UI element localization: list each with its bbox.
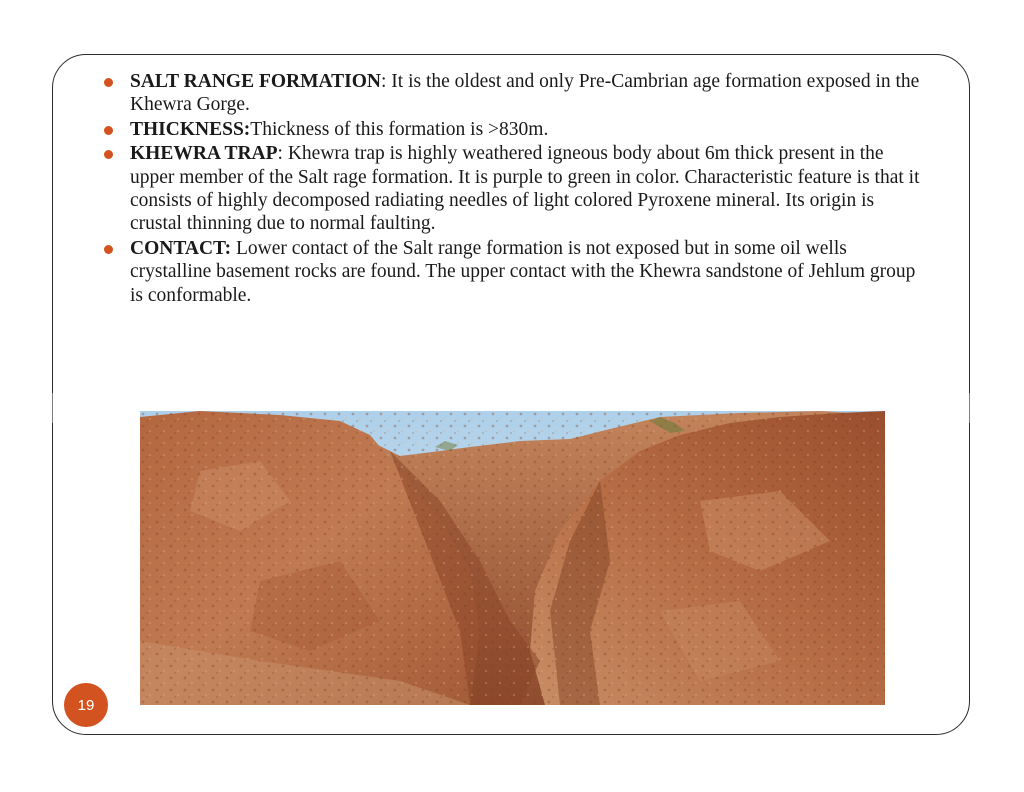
frame-divider-left xyxy=(52,393,53,423)
bullet-dot-icon xyxy=(104,126,113,135)
bullet-text: Lower contact of the Salt range formation is not exposed but in some oil wells crystalline basement rocks are found. The upper contact with the Khewra sandstone of Jehlum group is conformable. xyxy=(130,237,916,306)
page-number-badge: 19 xyxy=(64,683,108,727)
bullet-item-thickness xyxy=(100,118,930,141)
frame-divider-right xyxy=(969,393,970,423)
bullet-label: THICKNESS: xyxy=(130,118,251,140)
bullet-label: CONTACT: xyxy=(130,237,232,259)
bullet-item-contact xyxy=(100,237,930,307)
slide-content xyxy=(100,70,930,308)
bullet-text: : It is the oldest and only Pre-Cambrian age formation exposed in the Khewra Gorge. xyxy=(130,71,920,116)
bullet-text: Thickness of this formation is >830m. xyxy=(250,118,549,140)
rock-outcrop-photo xyxy=(140,411,885,705)
bullet-item-salt-range-formation xyxy=(100,70,930,117)
bullet-dot-icon xyxy=(104,150,113,159)
bullet-dot-icon xyxy=(104,78,113,87)
bullet-label: SALT RANGE FORMATION xyxy=(130,71,382,92)
bullet-text: : Khewra trap is highly weathered igneous body about 6m thick present in the upper member of the Salt rage formation. It is purple to green in color. Characteristic feature is that it consists of highly decomposed radiating needles of light colored Pyroxene mineral. Its origin is crustal thinning due to normal faulting. xyxy=(130,143,920,235)
bullet-label: KHEWRA TRAP xyxy=(130,143,278,165)
bullet-item-khewra-trap xyxy=(100,142,930,236)
bullet-dot-icon xyxy=(104,245,113,254)
bullet-list xyxy=(100,70,930,307)
